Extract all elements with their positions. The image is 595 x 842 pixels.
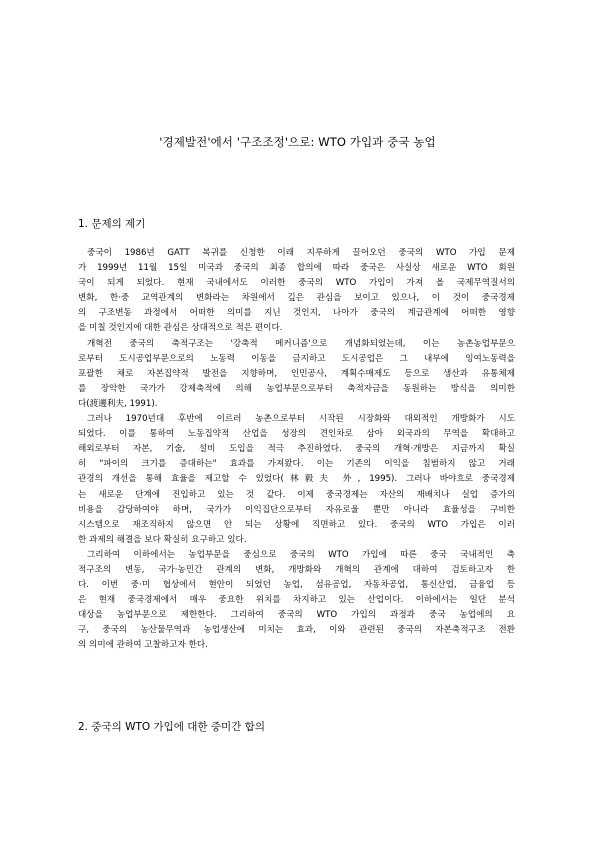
paragraph-4 [78, 548, 515, 654]
text-line: 관경의 개선을 통해 효율을 제고할 수 있었다(林毅夫 外, 1995). 그러나 바야흐로 중국경제 [78, 474, 515, 485]
text-line: 구, 중국의 농산물무역과 농업생산에 미치는 효과, 이와 관련된 중국의 자본축적구조 전환 [78, 625, 515, 636]
text-line: 변화, 한·중 교역관계의 변화라는 차원에서 깊은 관심을 보이고 있으나, 이 것이 중국경제 [78, 293, 515, 304]
text-line: 가 1999년 11월 15일 미국과 중국의 최종 합의에 따라 중국은 사실상 새로운 WTO 회원 [78, 263, 515, 274]
text-line: 는 새로운 단계에 진입하고 있는 것 같다. 이제 중국경제는 자산의 재배치나 실업 증가의 [78, 489, 515, 500]
document-body [78, 246, 515, 654]
paragraph-2 [78, 337, 515, 412]
text-line: 다(渡邊利夫, 1991). [78, 398, 158, 409]
text-line: 히 "파이의 크기를 증대하는" 효과를 가져왔다. 이는 기존의 이익을 침범하지 않고 거래 [78, 459, 515, 470]
text-line: 해외로부터 자본, 기술, 설비 도입을 적극 추진하였다. 중국의 개혁·개방은 지금까지 확실 [78, 444, 515, 455]
text-line: 를 장악한 국가가 강제축적에 의해 농업부문으로부터 축적자금을 동원하는 방식을 의미한 [78, 383, 515, 394]
text-line: 로부터 도시공업부문으로의 노동력 이동을 금지하고 도시공업은 그 내부에 잉여노동력을 [78, 353, 515, 364]
section-heading-2: 2. 중국의 WTO 가입에 대한 중미간 합의 [78, 721, 265, 733]
section-heading-1: 1. 문제의 제기 [78, 218, 146, 230]
text-line: 포괄한 채로 자본집약적 발전을 지향하며, 인민공사, 계획수매제도 등으로 생산과 유통체제 [78, 368, 515, 379]
text-line: 개혁전 중국의 축적구조는 '강축적 메커니즘'으로 개념화되었는데, 이는 농촌농업부문으 [87, 338, 515, 349]
text-line: 그리하여 이하에서는 농업부문을 중심으로 중국의 WTO 가입에 따른 중국 국내적인 축 [87, 549, 515, 560]
text-line: 다. 이번 중·미 협상에서 현안이 되었던 농업, 섬유공업, 자동차공업, 통신산업, 금융업 등 [78, 580, 515, 591]
text-line: 은 현재 중국경제에서 매우 중요한 위치를 차지하고 있는 산업이다. 이하에서는 일단 분석 [78, 595, 515, 606]
text-line: 을 미칠 것인지에 대한 관심은 상대적으로 적은 편이다. [78, 323, 283, 334]
text-line: 그러나 1970년대 후반에 이르러 농촌으로부터 시작된 시장화와 대외적인 개방화가 시도 [87, 414, 515, 425]
text-line: 의 의미에 관하여 고찰하고자 한다. [78, 640, 208, 651]
text-line: 의 구조변동 과정에서 어떠한 의미를 지닌 것인지, 나아가 중국의 계급관계에 어떠한 영향 [78, 308, 515, 319]
text-line: 시스템으로 재조직하지 않으면 안 되는 상황에 직면하고 있다. 중국의 WTO 가입은 이러 [78, 519, 515, 530]
text-line: 대상을 농업부문으로 제한한다. 그리하여 중국의 WTO 가입의 과정과 중국 농업에의 요 [78, 610, 515, 621]
text-line: 중국이 1986년 GATT 복귀를 신청한 이래 지루하게 끌어오던 중국의 WTO 가입 문제 [87, 248, 515, 258]
text-line: 되었다. 이를 통하여 노동집약적 산업을 성장의 견인차로 삼아 외국과의 무역을 확대하고 [78, 429, 515, 440]
text-line: 비용을 감당하여야 하며, 국가가 이익집단으로부터 자유로울 뿐만 아니라 효율성을 구비한 [78, 504, 515, 515]
document-title: '경제발전'에서 '구조조정'으로: WTO 가입과 중국 농업 [159, 135, 436, 149]
text-line: 한 과제의 해결을 보다 확실히 요구하고 있다. [78, 534, 247, 545]
text-line: 국이 되게 되었다. 현재 국내에서도 이러한 중국의 WTO 가입이 가져 올 국제무역질서의 [78, 278, 515, 289]
paragraph-1 [78, 246, 515, 337]
paragraph-3 [78, 412, 515, 548]
text-line: 적구조의 변동, 국가·농민간 관계의 변화, 개방화와 개혁의 관계에 대하여 검토하고자 한 [78, 564, 515, 575]
